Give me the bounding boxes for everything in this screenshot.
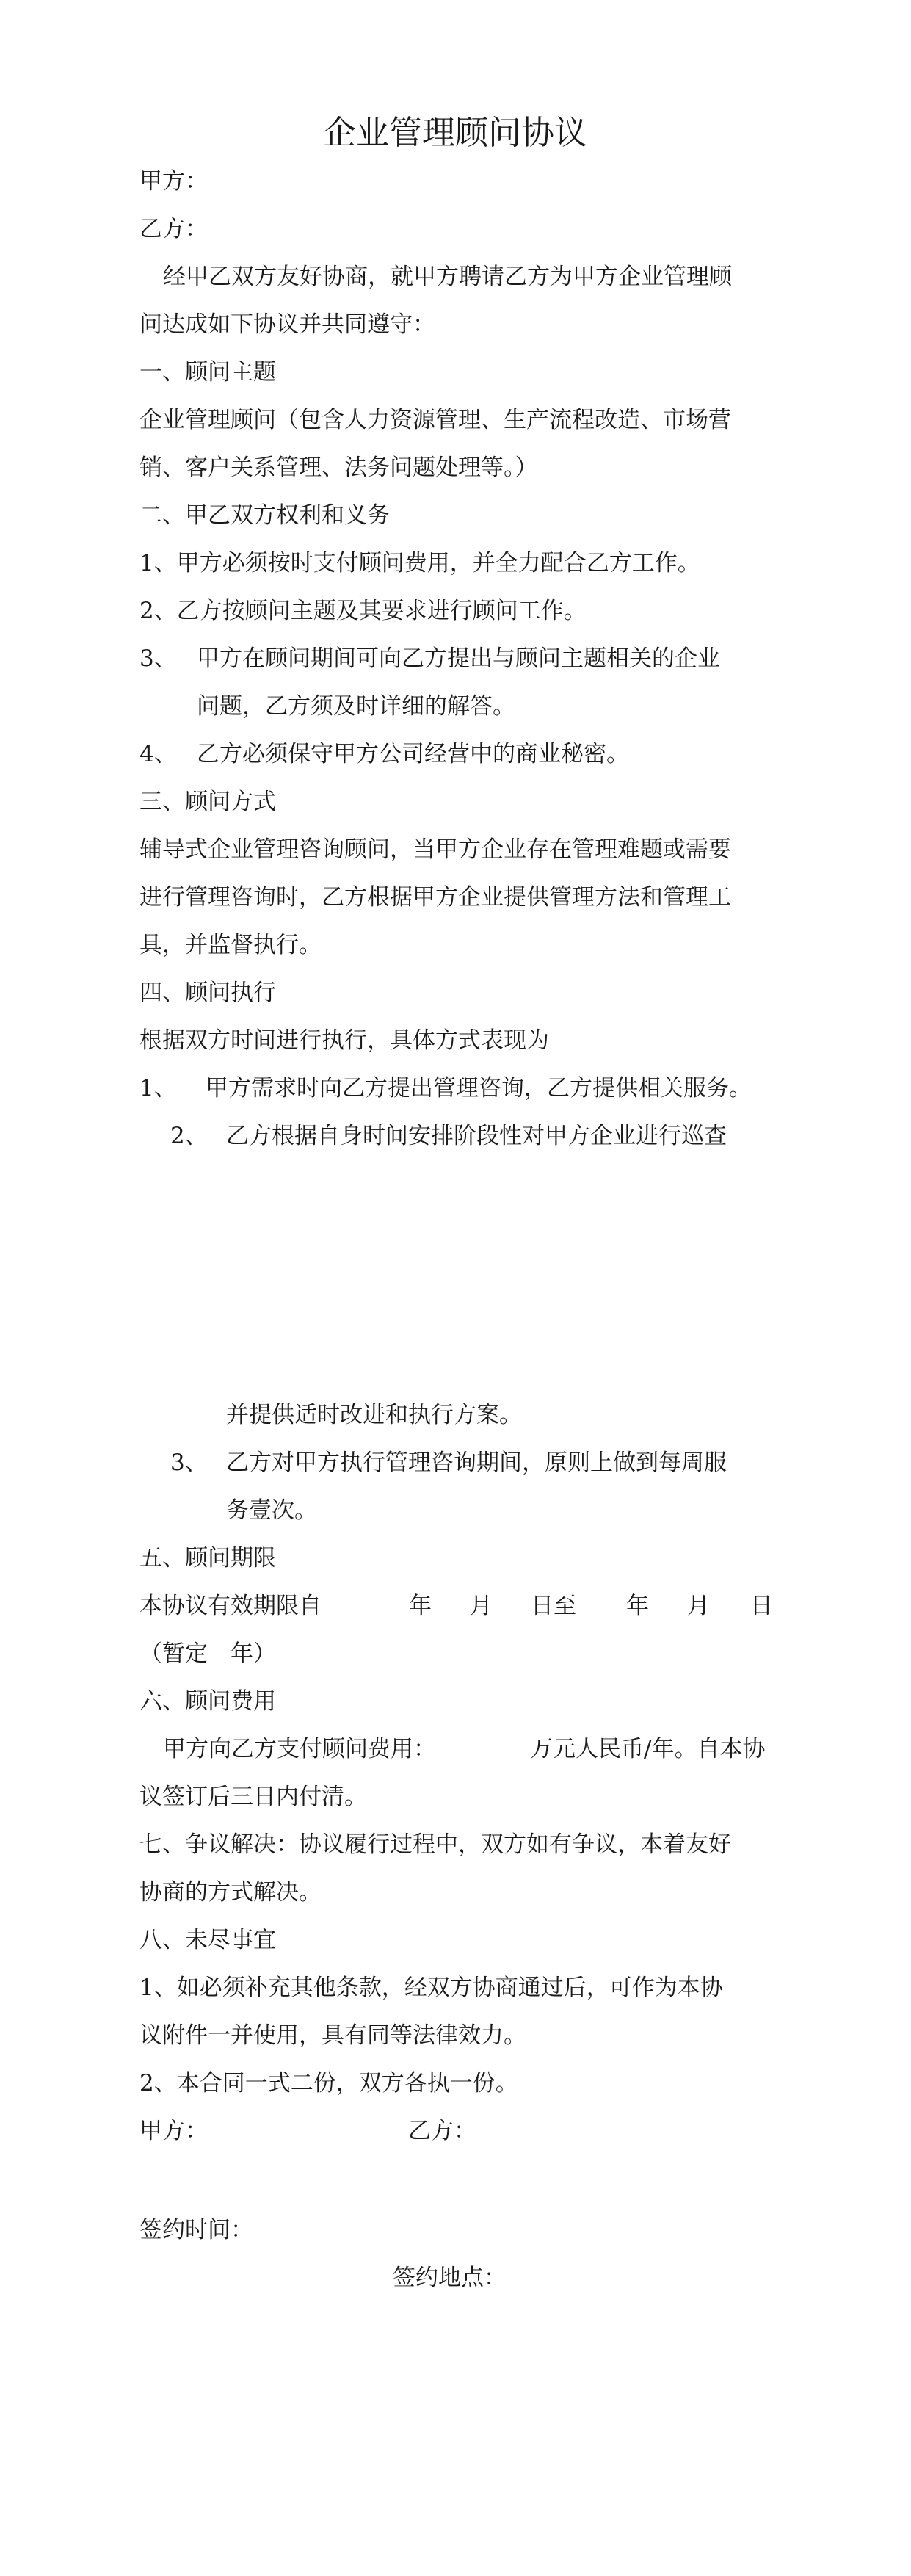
misc-item-1-line-2: 议附件一并使用，具有同等法律效力。	[139, 2022, 526, 2049]
term-date-lead: 本协议有效期限自	[139, 1593, 322, 1619]
rights-item-1: 1、甲方必须按时支付顾问费用，并全力配合乙方工作。	[139, 550, 700, 576]
section-heading-method: 三、顾问方式	[139, 789, 276, 815]
method-line-3: 具，并监督执行。	[139, 932, 322, 958]
term-start-month: 月	[470, 1593, 493, 1619]
section-heading-rights: 二、甲乙双方权利和义务	[139, 502, 390, 529]
topic-line-2: 销、客户关系管理、法务问题处理等。）	[139, 455, 538, 481]
execution-item-3-line-2: 务壹次。	[226, 1497, 317, 1524]
dispute-line-2: 协商的方式解决。	[139, 1879, 322, 1906]
fee-line-2: 议签订后三日内付清。	[139, 1784, 367, 1810]
section-heading-term: 五、顾问期限	[139, 1545, 276, 1571]
rights-item-4-number: 4、	[139, 741, 177, 767]
section-heading-topic: 一、顾问主题	[139, 359, 276, 386]
rights-item-3-line-1: 甲方在顾问期间可向乙方提出与顾问主题相关的企业	[197, 645, 720, 672]
fee-unit: 万元人民币/年。自本协	[530, 1736, 766, 1762]
rights-item-3-line-2: 问题，乙方须及时详细的解答。	[197, 693, 515, 720]
execution-item-3-number: 3、	[170, 1450, 208, 1476]
execution-item-1-number: 1、	[139, 1075, 177, 1101]
term-start-year: 年	[409, 1593, 432, 1619]
party-b-line: 乙方：	[139, 216, 208, 242]
method-line-2: 进行管理咨询时，乙方根据甲方企业提供管理方法和管理工	[139, 884, 731, 911]
execution-item-2-number: 2、	[170, 1123, 208, 1149]
signature-party-a: 甲方：	[139, 2118, 208, 2144]
intro-line-2: 问达成如下协议并共同遵守：	[139, 311, 435, 338]
term-end-day: 日	[750, 1593, 773, 1619]
section-heading-execution: 四、顾问执行	[139, 980, 276, 1006]
term-start-day: 日至	[531, 1593, 576, 1619]
topic-line-1: 企业管理顾问（包含人力资源管理、生产流程改造、市场营	[139, 407, 731, 433]
intro-line-1: 经甲乙双方友好协商，就甲方聘请乙方为甲方企业管理顾	[163, 264, 732, 290]
section-heading-misc: 八、未尽事宜	[139, 1927, 276, 1953]
signature-place: 签约地点：	[393, 2265, 507, 2291]
signature-party-b: 乙方：	[408, 2118, 476, 2144]
term-end-year: 年	[626, 1593, 649, 1619]
party-a-line: 甲方：	[139, 168, 208, 195]
term-end-month: 月	[687, 1593, 710, 1619]
term-note: （暂定 年）	[139, 1640, 276, 1667]
execution-item-3-line-1: 乙方对甲方执行管理咨询期间，原则上做到每周服	[226, 1450, 727, 1476]
execution-intro: 根据双方时间进行执行，具体方式表现为	[139, 1027, 549, 1054]
section-heading-fee: 六、顾问费用	[139, 1688, 276, 1715]
misc-item-1-line-1: 1、如必须补充其他条款，经双方协商通过后，可作为本协	[139, 1975, 723, 2001]
rights-item-4-text: 乙方必须保守甲方公司经营中的商业秘密。	[197, 741, 629, 767]
execution-item-2-line-1: 乙方根据自身时间安排阶段性对甲方企业进行巡查	[226, 1123, 727, 1149]
rights-item-3-number: 3、	[139, 645, 177, 672]
dispute-line-1: 七、争议解决：协议履行过程中，双方如有争议，本着友好	[139, 1831, 731, 1858]
fee-lead: 甲方向乙方支付顾问费用：	[163, 1736, 436, 1762]
signature-time: 签约时间：	[139, 2217, 253, 2243]
method-line-1: 辅导式企业管理咨询顾问，当甲方企业存在管理难题或需要	[139, 836, 731, 863]
misc-item-2: 2、本合同一式二份，双方各执一份。	[139, 2070, 518, 2096]
execution-item-2-line-2: 并提供适时改进和执行方案。	[226, 1402, 522, 1428]
execution-item-1-text: 甲方需求时向乙方提出管理咨询，乙方提供相关服务。	[206, 1075, 752, 1101]
document-title: 企业管理顾问协议	[322, 113, 588, 152]
rights-item-2: 2、乙方按顾问主题及其要求进行顾问工作。	[139, 598, 587, 624]
